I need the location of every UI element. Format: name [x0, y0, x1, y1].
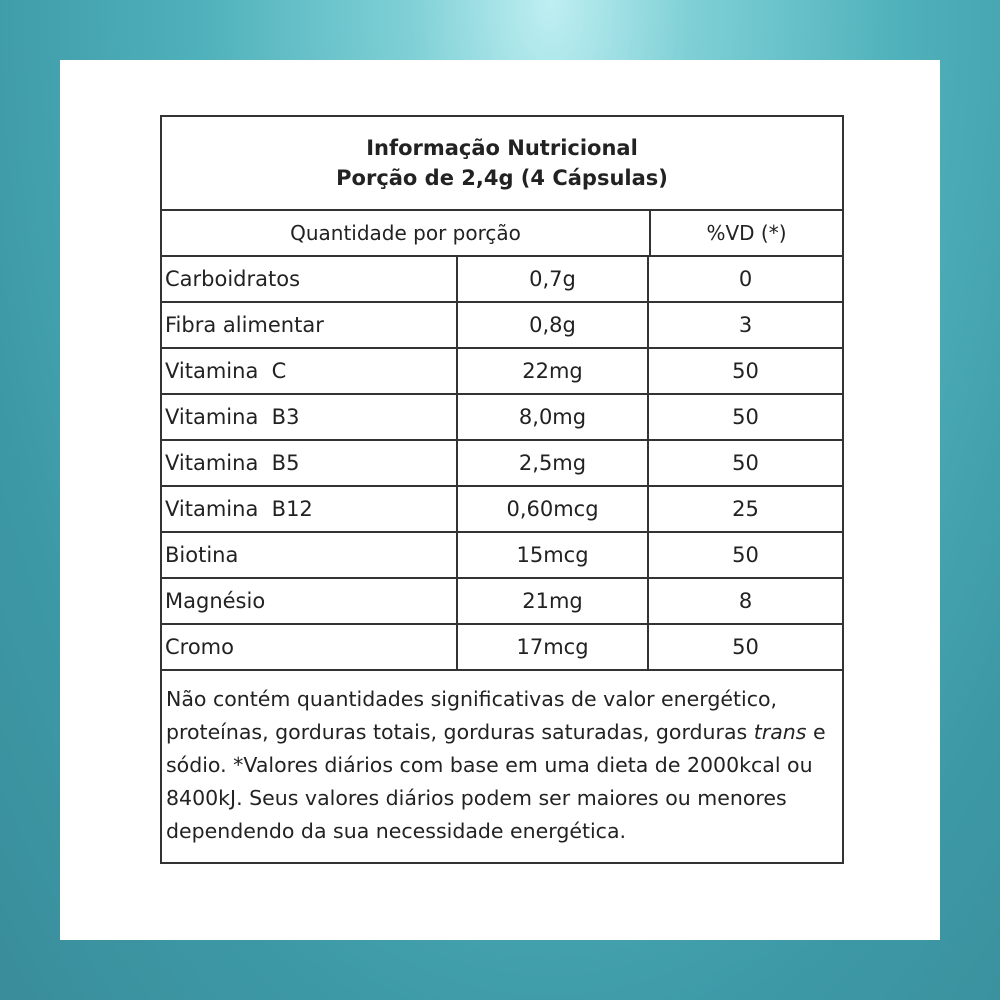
nutrient-vd: 50 — [732, 451, 759, 475]
nutrient-name: Vitamina B12 — [162, 487, 458, 531]
nutrient-vd: 3 — [738, 313, 753, 337]
nutrient-vd: 50 — [732, 543, 759, 567]
nutrient-name: Vitamina B3 — [162, 395, 458, 439]
nutrient-name: Vitamina B5 — [162, 441, 458, 485]
header-vd: %VD (*) — [706, 221, 787, 245]
header-row — [162, 211, 842, 257]
table-row — [162, 533, 842, 579]
nutrient-name: Vitamina C — [162, 349, 458, 393]
table-title — [162, 117, 842, 211]
table-row — [162, 625, 842, 671]
title-line-1: Informação Nutricional — [366, 136, 638, 160]
nutrient-amount: 21mg — [458, 579, 649, 623]
table-row — [162, 579, 842, 625]
nutrient-vd: 0 — [738, 267, 753, 291]
nutrient-vd: 25 — [732, 497, 759, 521]
nutrient-name: Fibra alimentar — [162, 303, 458, 347]
table-row — [162, 487, 842, 533]
nutrient-vd: 50 — [732, 405, 759, 429]
table-row — [162, 257, 842, 303]
nutrient-name: Magnésio — [162, 579, 458, 623]
nutrient-amount: 17mcg — [458, 625, 649, 669]
footnote — [162, 671, 842, 862]
nutrient-name: Biotina — [162, 533, 458, 577]
header-quantity: Quantidade por porção — [162, 211, 651, 255]
nutrient-amount: 0,60mcg — [458, 487, 649, 531]
nutrient-amount: 2,5mg — [458, 441, 649, 485]
nutrient-name: Cromo — [162, 625, 458, 669]
table-row — [162, 303, 842, 349]
footnote-italic: trans — [753, 720, 807, 744]
nutrient-vd: 50 — [732, 635, 759, 659]
nutrient-amount: 22mg — [458, 349, 649, 393]
nutrient-amount: 8,0mg — [458, 395, 649, 439]
label-card — [60, 60, 940, 940]
nutrient-amount: 0,7g — [458, 257, 649, 301]
table-row — [162, 349, 842, 395]
nutrient-amount: 15mcg — [458, 533, 649, 577]
nutrition-table — [160, 115, 844, 864]
nutrient-vd: 50 — [732, 359, 759, 383]
table-row — [162, 441, 842, 487]
nutrient-amount: 0,8g — [458, 303, 649, 347]
footnote-part-2: e sódio. *Valores diários com base em uma dieta de 2000kcal ou 8400kJ. Seus valores diários podem ser maiores ou menores dependendo da sua necessidade energética. — [166, 720, 826, 843]
nutrient-name: Carboidratos — [162, 257, 458, 301]
table-row — [162, 395, 842, 441]
title-line-2: Porção de 2,4g (4 Cápsulas) — [336, 166, 668, 190]
footnote-part-1: Não contém quantidades significativas de valor energético, proteínas, gorduras totais, gorduras saturadas, gorduras — [166, 687, 778, 744]
nutrient-vd: 8 — [738, 589, 753, 613]
